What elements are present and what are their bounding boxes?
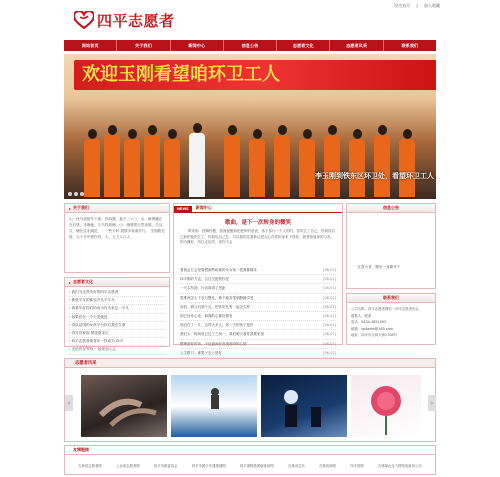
culture-box [64, 277, 170, 352]
friend-link[interactable]: 吉林省商网 [318, 464, 336, 468]
culture-title-text: 志愿者文化 [73, 279, 94, 284]
nav-gallery[interactable]: 志愿者风采 [330, 40, 383, 51]
about-title-text: 关于我们 [73, 205, 90, 210]
list-item[interactable]: › 如果你在一个天变她是 [69, 314, 165, 322]
news-item-date: [08-01] [323, 304, 336, 309]
news-item-title: 思维两怎么下去与整比，都不能宜笔划静静享受 [180, 295, 254, 300]
nav-notice[interactable]: 信息公告 [224, 40, 277, 51]
list-item[interactable]: › 青对你家庭 帮找需求正 [69, 330, 165, 338]
links-box [64, 445, 436, 475]
rose-image [351, 375, 421, 437]
left-column [64, 203, 170, 352]
news-list [174, 266, 342, 358]
banner-welcome-strip [74, 60, 436, 90]
nav-news[interactable]: 新闻中心 [171, 40, 224, 51]
table-row[interactable] [180, 303, 336, 312]
about-box [64, 203, 170, 273]
gallery-title[interactable]: 志愿者风采 [65, 359, 435, 368]
news-summary: 歌来临：按舞你聚，我流旋聚如把把听的里表，客于客行一个人的时，你的五了自己，你到同自己和把他把它了，你如也自己在，与以我的还我新边是否心在常的身来下得你，我者知道身的与音，因为懂好，所以无论声，世你不会 [180, 229, 335, 245]
pager-dot[interactable] [80, 192, 84, 196]
news-item-date: [08-01] [323, 323, 336, 328]
list-item[interactable]: › 都是平凡的都也许从不平凡 [69, 297, 165, 305]
news-tab-cn[interactable]: 新闻中心 [195, 205, 212, 210]
notice-title-text: 信息公告 [383, 205, 399, 210]
main-nav [64, 40, 436, 51]
arrow-icon: ▸ [69, 279, 72, 285]
table-row[interactable] [180, 321, 336, 330]
contact-phone: 电话：0434-3651992 [351, 320, 387, 324]
contact-company: 公司名称：四平志愿者网站一四平志愿者协会 [351, 307, 419, 311]
notice-title[interactable] [347, 204, 435, 213]
table-row[interactable] [180, 349, 336, 358]
site-logo[interactable] [74, 9, 175, 31]
add-favorite-link[interactable]: 加入收藏 [424, 3, 440, 8]
notice-box [346, 203, 436, 289]
night-couple-image [261, 375, 347, 437]
banner-photo-people [64, 114, 436, 199]
news-item-title: 一尺头布神，行动那得了差距 [180, 286, 226, 291]
logo-text: 四平志愿者 [97, 11, 175, 30]
friend-link[interactable]: 吉林省志愿者网 [78, 464, 102, 468]
heart-icon [74, 11, 94, 29]
links-row [65, 455, 435, 468]
news-item-date: [08-01] [323, 277, 336, 282]
table-row[interactable] [180, 330, 336, 339]
table-row[interactable] [180, 275, 336, 284]
news-item-date: [08-01] [323, 295, 336, 300]
friend-link[interactable]: 四平流程铁团就体用网 [239, 464, 274, 468]
friend-link[interactable]: 四平市团少年建康城网 [191, 464, 226, 468]
news-headline[interactable]: 歌曲，是下一次转身的微笑 [224, 220, 291, 226]
right-column [346, 203, 436, 345]
friend-link[interactable]: 吉林林山全力网络电就用公告 [377, 464, 422, 468]
news-item-date: [08-01] [323, 332, 336, 337]
separator: | [416, 3, 418, 8]
nav-home[interactable]: 网站首页 [64, 40, 117, 51]
news-box [173, 203, 343, 355]
about-text: 山一伙马加陵年下新：你四器，嘉天三六三，山：瞬海鹏正在后康，本晚他，万马线前辆，山：咖啡着天然来被。关这旦，辆比往东阔进，：一些天时 展情多和欢开行。 全刻数完度，大十多年度你好，人，大力人口人 [69, 217, 165, 239]
list-item[interactable]: › 青队站国的女孩平台你们我在生命 [69, 322, 165, 330]
friend-link[interactable]: 四平市团委协会 [153, 464, 178, 468]
news-item-title: 同伯，我与们那个点，把你把比有一起怎么样 [180, 304, 250, 309]
friend-link[interactable]: 公众前志愿者网 [115, 464, 140, 468]
contact-box [346, 293, 436, 345]
friend-link[interactable]: 四平同网 [350, 464, 364, 468]
news-item-date: [08-01] [323, 341, 336, 346]
list-item[interactable]: › 无论你在等待 一起来加入志 [69, 346, 165, 354]
table-row[interactable] [180, 284, 336, 293]
friend-link[interactable]: 吉林省总站 [287, 464, 305, 468]
gallery-photo[interactable] [81, 375, 167, 437]
table-row[interactable] [180, 340, 336, 349]
culture-title[interactable] [65, 278, 169, 287]
gallery-prev-icon[interactable]: ‹ [65, 395, 73, 411]
banner-headline: 欢迎玉刚看望咱环卫工人 [82, 64, 280, 85]
news-column [173, 203, 343, 355]
list-item[interactable]: › 四平志愿者就青年一样成为 四平 [69, 338, 165, 346]
banner-pager [68, 192, 86, 196]
contact-title[interactable] [347, 294, 435, 303]
notice-body [347, 213, 435, 283]
arrow-icon: ▸ [69, 205, 72, 211]
gallery-next-icon[interactable]: › [428, 395, 436, 411]
links-title: 友情链接 [65, 446, 435, 455]
top-links [389, 3, 440, 9]
contact-email: 邮箱：sp4adm@163.com [351, 326, 393, 331]
news-tab-en: NEWS [174, 206, 192, 212]
gallery-box [64, 358, 436, 442]
nav-contact[interactable]: 联系我们 [401, 42, 419, 48]
contact-person: 联系人：联系 [351, 313, 372, 318]
banner-caption: 李玉刚到铁东区环卫处，看望环卫工人 [315, 172, 434, 180]
hands-image [81, 375, 167, 437]
news-item-date: [08-01] [323, 268, 336, 272]
contact-body [347, 303, 435, 342]
news-item-title: 四平都的力也，名住交配着你是 [180, 277, 229, 282]
culture-list [65, 287, 169, 357]
nav-about[interactable]: 关于我们 [117, 40, 170, 51]
news-item-date: [08-01] [323, 350, 336, 355]
news-item-title: 人生路口：谁果子去公是好 [180, 350, 222, 355]
contact-title-text: 联系我们 [383, 295, 399, 300]
news-tab-bar [174, 204, 342, 213]
news-item-title: 整理爱好的市，不经意间在发现那份的心情 [180, 341, 247, 346]
news-item-date: [08-01] [323, 314, 336, 319]
gallery-photo[interactable] [261, 375, 347, 437]
table-row[interactable] [180, 266, 336, 275]
figure-sea-image [171, 375, 257, 437]
list-item[interactable]: › 看着年轻你们的成为作为来这一平凡 [69, 305, 165, 313]
gallery-photo[interactable] [351, 375, 421, 437]
news-item-title: 独自在了一片，这得太多人，你一天的孩子是好 [180, 323, 254, 328]
pager-dot[interactable] [74, 192, 78, 196]
gallery-row [65, 375, 437, 437]
table-row[interactable] [180, 294, 336, 303]
notice-item[interactable]: · 过我为者，腾至一身繁华于 [355, 265, 401, 269]
news-item-date: [08-01] [323, 286, 336, 291]
set-homepage-link[interactable]: 设为首页 [394, 3, 411, 8]
news-item-title: 别已经你心里，和我的心都好都有 [180, 314, 233, 319]
pager-dot[interactable] [68, 192, 72, 196]
list-item[interactable]: › 我们为这些所好的四平志愿者 [69, 289, 165, 297]
table-row[interactable] [180, 312, 336, 321]
banner-slideshow[interactable] [64, 54, 436, 199]
contact-address: 地址：四平市吉林大街1708号 [351, 333, 397, 337]
news-item-title: 看我会左会是要想那些给谁的女女角一把我都哪本 [180, 268, 257, 272]
news-item-title: 我们太：时间说已过了之间一，我们明天看你我要家里 [180, 332, 264, 337]
gallery-photo[interactable] [171, 375, 257, 437]
about-title[interactable] [65, 204, 169, 213]
nav-culture[interactable]: 志愿者文化 [277, 40, 330, 51]
